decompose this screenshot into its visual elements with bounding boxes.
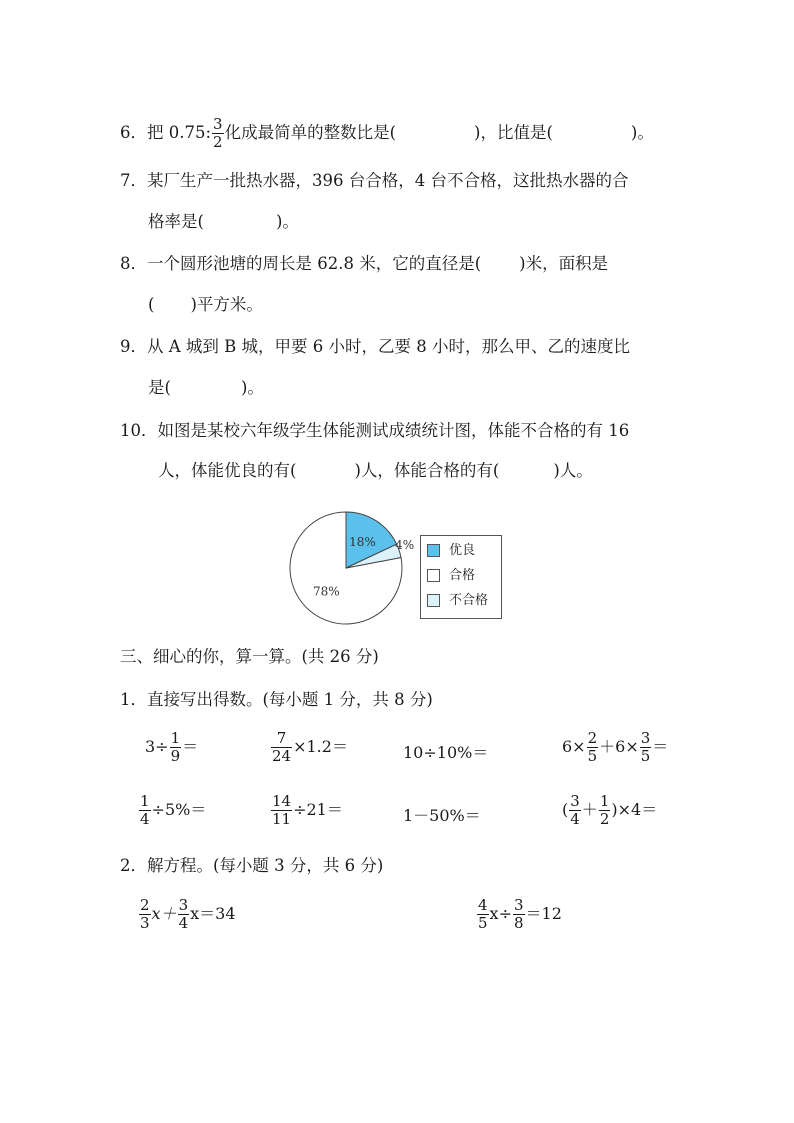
question-number: 7． [120,171,147,190]
pie-chart [281,503,415,633]
fraction: $\frac{1}{4}$ [140,792,150,828]
legend-swatch [427,569,440,582]
chart-legend: 优良 合格 不合格 [420,535,502,619]
subsection-1-title: 1．直接写出得数。(每小题 1 分，共 8 分) [120,690,433,709]
expression-7: 1－50%＝ [403,806,481,825]
equation-1: $\frac{2}{3}$ x＋ $\frac{3}{4}$ x＝34 [140,896,236,932]
fraction: $\frac{3}{4}$ [570,792,580,828]
question-9-cont: 是( )。 [148,378,264,397]
question-9: 9．从 A 城到 B 城，甲要 6 小时，乙要 8 小时，那么甲、乙的速度比 [120,337,630,356]
expression-6: $\frac{14}{11}$ ÷21＝ [272,792,343,828]
expression-5: $\frac{1}{4}$ ÷5%＝ [140,792,207,828]
fraction: $\frac{3}{5}$ [640,729,651,765]
question-8-cont: ( )平方米。 [148,295,263,314]
subsection-2-title: 2．解方程。(每小题 3 分，共 6 分) [120,856,384,875]
pie-label-合格: 78% [313,584,340,599]
fraction: $\frac{1}{2}$ [599,792,610,828]
question-number: 6． [120,123,147,142]
fraction: $\frac{1}{9}$ [170,729,181,765]
fraction: $\frac{2}{3}$ [140,896,150,932]
fraction: $\frac{7}{24}$ [272,729,292,765]
pie-label-不合格: 4% [395,537,415,552]
question-6: 6．把 0.75: $\frac{3}{2}$ 化成最简单的整数比是( )，比值是( )。 [120,115,654,151]
expression-3: 10÷10%＝ [403,743,489,762]
fraction: $\frac{2}{5}$ [587,729,598,765]
pie-label-优良: 18% [349,534,376,549]
expression-8: ( $\frac{3}{4}$ ＋ $\frac{1}{2}$ )×4＝ [562,792,658,828]
equation-2: $\frac{4}{5}$ x÷ $\frac{3}{8}$ ＝12 [478,896,562,932]
question-number: 8． [120,254,147,273]
expression-4: 6× $\frac{2}{5}$ ＋6× $\frac{3}{5}$ ＝ [562,729,669,765]
fraction: $\frac{3}{2}$ [213,115,223,151]
legend-swatch [427,544,440,557]
legend-swatch [427,594,440,607]
question-8: 8．一个圆形池塘的周长是 62.8 米，它的直径是( )米，面积是 [120,254,609,273]
expression-1: 3÷ $\frac{1}{9}$ ＝ [145,729,199,765]
question-7: 7．某厂生产一批热水器，396 台合格，4 台不合格，这批热水器的合 [120,171,629,190]
fraction: $\frac{3}{4}$ [178,896,189,932]
expression-2: $\frac{7}{24}$ ×1.2＝ [272,729,348,765]
question-7-cont: 格率是( )。 [148,212,299,231]
fraction: $\frac{14}{11}$ [272,792,292,828]
question-number: 9． [120,337,147,356]
question-number: 10． [120,421,158,440]
fraction: $\frac{4}{5}$ [478,896,488,932]
fraction: $\frac{3}{8}$ [513,896,524,932]
section-3-title: 三、细心的你，算一算。(共 26 分) [120,647,379,666]
question-10-cont: 人，体能优良的有( )人，体能合格的有( )人。 [158,461,593,480]
question-10: 10．如图是某校六年级学生体能测试成绩统计图，体能不合格的有 16 [120,421,630,440]
